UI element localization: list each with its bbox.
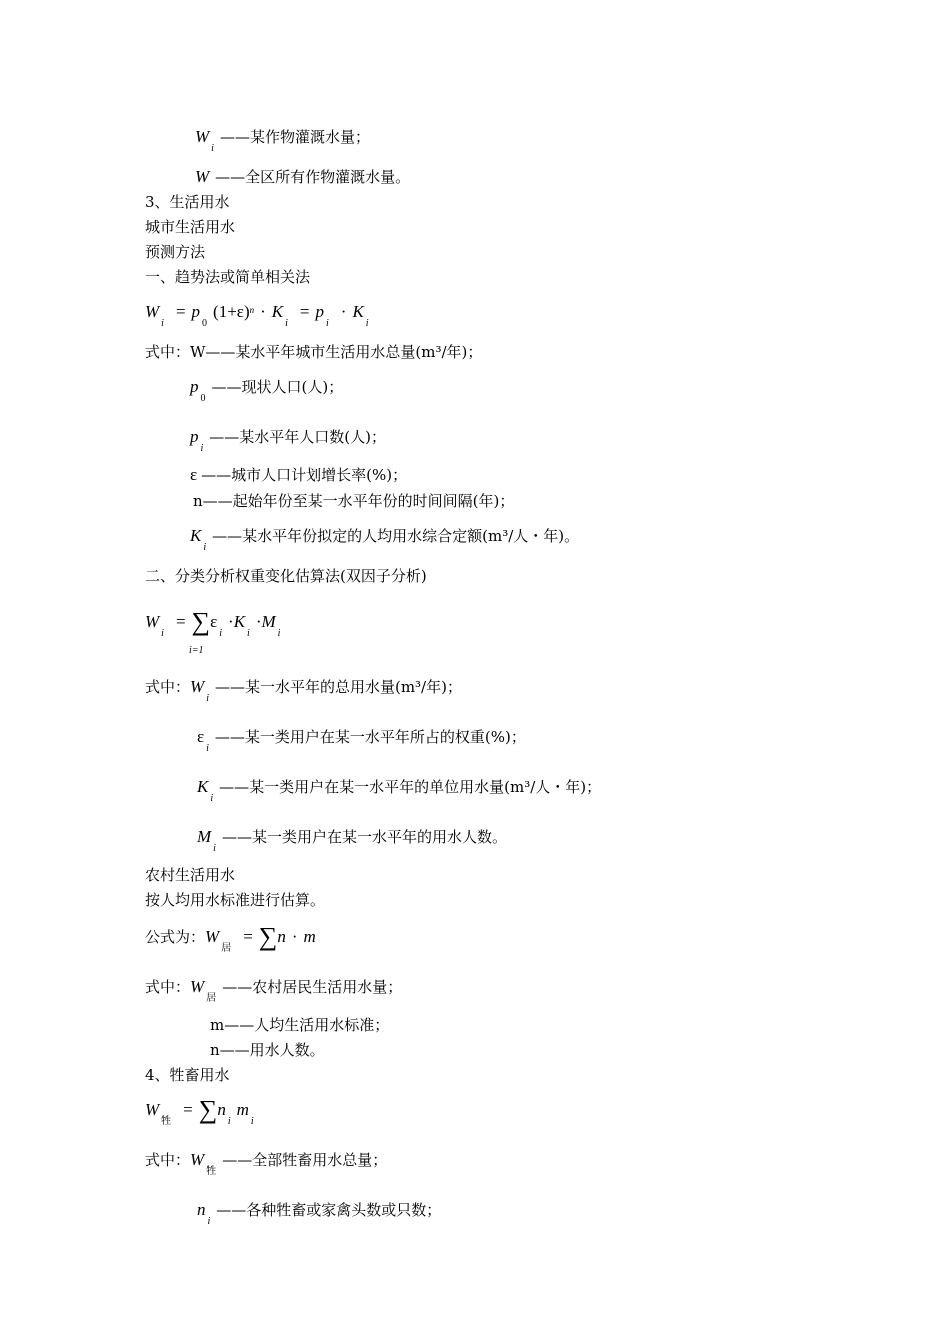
line-wi-crop: $W_i——$某作物灌溉水量； <box>195 127 370 154</box>
method-2-heading: 二、分类分析权重变化估算法(双因子分析) <box>145 567 427 585</box>
method-1-heading: 一、趋势法或简单相关法 <box>145 268 311 286</box>
city-domestic-heading: 城市生活用水 <box>145 218 236 236</box>
formula-1-where-w: 式中：W——某水平年城市生活用水总量(m³/年)； <box>145 343 483 361</box>
method-heading: 预测方法 <box>145 243 206 261</box>
formula-1-p0: $p_0——$现状人口(人)； <box>190 377 344 404</box>
formula-2-eps: $\varepsilon_i——$某一类用户在某一水平年所占的权重(%)； <box>197 727 526 754</box>
formula-2-ki: $K_i——$某一类用户在某一水平年的单位用水量(m³/人・年)； <box>197 777 602 804</box>
section-4-heading: 4、牲畜用水 <box>145 1066 230 1084</box>
formula-1-eps: ε ——城市人口计划增长率(%)； <box>190 465 408 484</box>
formula-4-ni: $n_i——$各种牲畜或家禽头数或只数； <box>197 1200 442 1227</box>
formula-4: $W_牲= \sum n_im_i$ <box>145 1095 254 1127</box>
formula-2-mi: $M_i——$某一类用户在某一水平年的用水人数。 <box>197 827 507 854</box>
section-3-heading: 3、生活用水 <box>145 193 230 211</box>
formula-3: 公式为：$W_居= \sum n \cdot m$ <box>145 922 316 954</box>
formula-4-where-w: 式中：$W_牲——$全部牲畜用水总量； <box>145 1150 388 1177</box>
formula-1-pi: $p_i——$某水平年人口数(人)； <box>190 427 386 454</box>
formula-3-where-w: 式中：$W_居——$农村居民生活用水量； <box>145 977 403 1004</box>
rural-description: 按人均用水标准进行估算。 <box>145 891 326 909</box>
sum-lower-limit: i=1 <box>189 645 204 656</box>
formula-3-n: n——用水人数。 <box>210 1041 325 1059</box>
formula-2: $W_i= \sum\varepsilon_i\cdot K_i\cdot M_i$ <box>145 607 281 639</box>
line-w-total-crop: W ——全区所有作物灌溉水量。 <box>195 167 411 186</box>
formula-1-ki: $K_i——$某水平年份拟定的人均用水综合定额(m³/人・年)。 <box>190 526 580 553</box>
formula-3-m: m——人均生活用水标准； <box>210 1016 390 1034</box>
rural-domestic-heading: 农村生活用水 <box>145 866 236 884</box>
formula-2-where-wi: 式中：$W_i——$某一水平年的总用水量(m³/年)； <box>145 677 462 704</box>
formula-1-n: n——起始年份至某一水平年份的时间间隔(年)； <box>193 492 515 510</box>
formula-1: $W_i= p_0(1+\varepsilon)^n \cdot K_i= p_i\cdot K_i$ <box>145 302 369 329</box>
